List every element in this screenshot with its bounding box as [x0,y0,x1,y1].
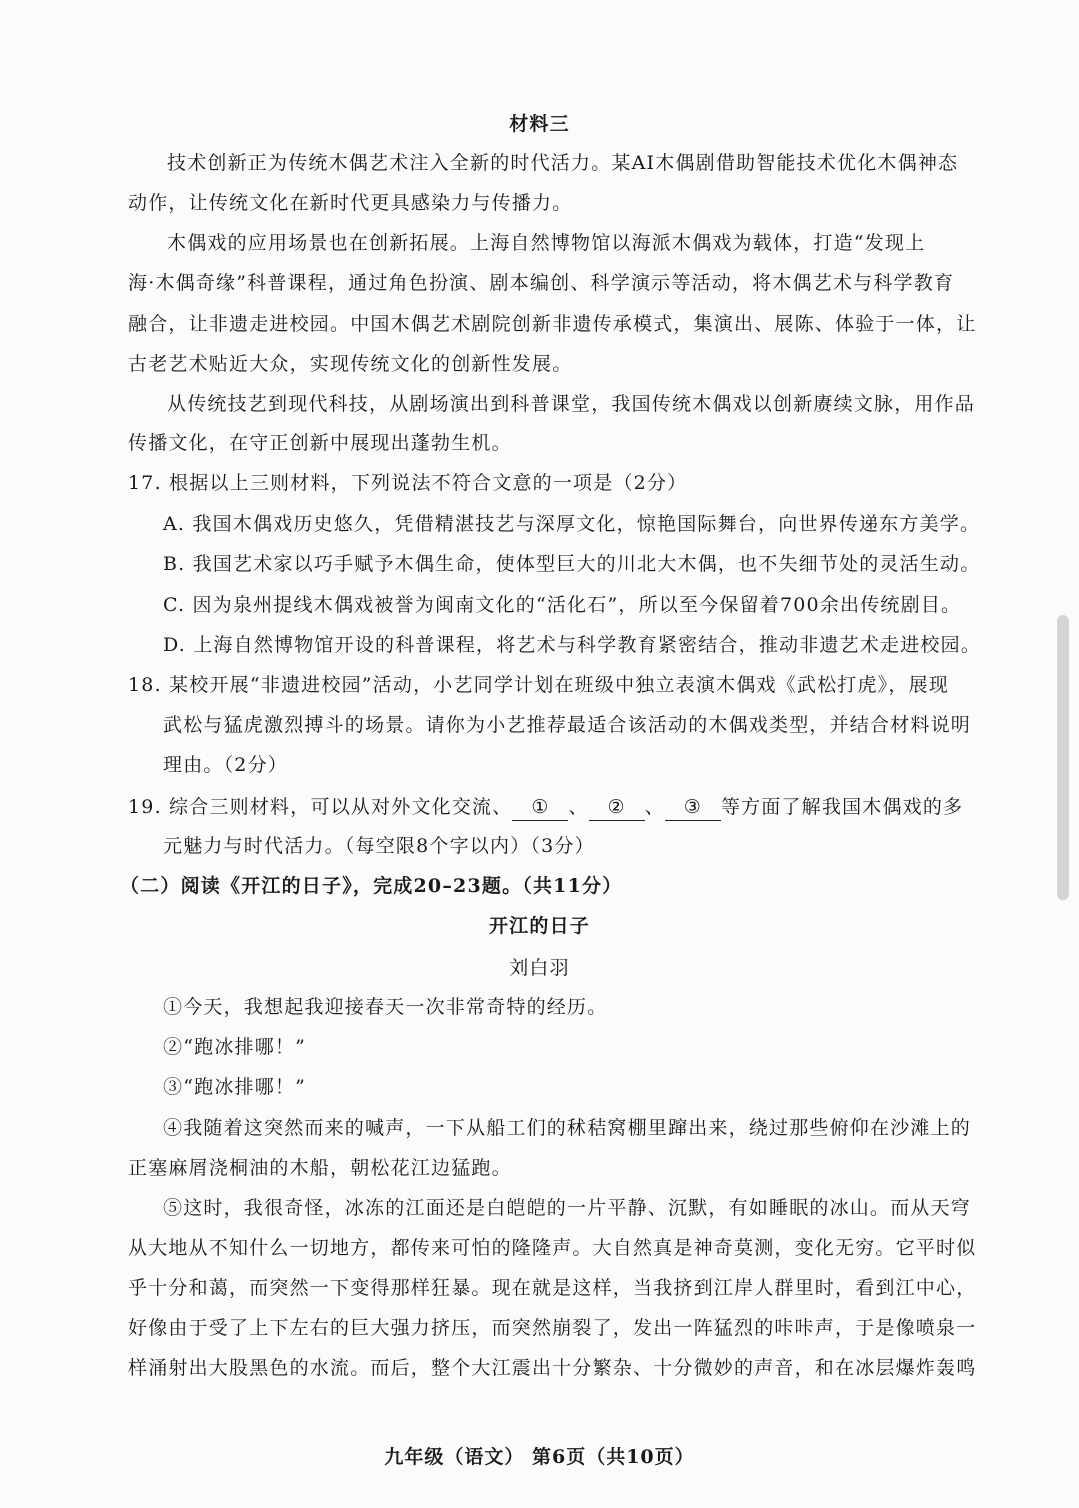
q17-stem: 17. 根据以上三则材料，下列说法不符合文意的一项是（2分） [128,472,688,494]
story-p5-line4: 好像由于受了上下左右的巨大强力挤压，而突然崩裂了，发出一阵猛烈的咔咔声，于是像喷泉一 [128,1317,977,1339]
story-p3: ③“跑冰排哪！” [163,1076,307,1098]
q17-option-d: D. 上海自然博物馆开设的科普课程，将艺术与科学教育紧密结合，推动非遗艺术走进校园。 [163,634,982,656]
q19-blank-1[interactable]: ① [512,794,568,821]
q17-option-c: C. 因为泉州提线木偶戏被誉为闽南文化的“活化石”，所以至今保留着700余出传统剧目。 [163,594,962,616]
story-p2: ②“跑冰排哪！” [163,1036,307,1058]
section-heading: （二）阅读《开江的日子》，完成20–23题。（共11分） [120,875,623,897]
story-p5-line1: ⑤这时，我很奇怪，冰冻的江面还是白皑皑的一片平静、沉默，有如睡眠的冰山。而从天穹 [163,1197,972,1219]
q18-line1: 18. 某校开展“非遗进校园”活动，小艺同学计划在班级中独立表演木偶戏《武松打虎》，展现 [128,674,949,696]
story-p5-line3: 乎十分和蔼，而突然一下变得那样狂暴。现在就是这样，当我挤到江岸人群里时，看到江中心， [128,1277,977,1299]
q19-line1 [128,794,963,821]
material3-p3-line2: 传播文化，在守正创新中展现出蓬勃生机。 [128,432,512,454]
story-p5-line2: 从大地从不知什么一切地方，都传来可怕的隆隆声。大自然真是神奇莫测，变化无穷。它平时似 [128,1237,977,1259]
story-p4-line1: ④我随着这突然而来的喊声，一下从船工们的秫秸窝棚里蹿出来，绕过那些俯仰在沙滩上的 [163,1117,972,1139]
material3-p2-line3: 融合，让非遗走进校园。中国木偶艺术剧院创新非遗传承模式，集演出、展陈、体验于一体，让 [128,313,977,335]
q19-suffix: 等方面了解我国木偶戏的多 [720,796,964,818]
material3-p2-line4: 古老艺术贴近大众，实现传统文化的创新性发展。 [128,353,573,375]
q19-line2: 元魅力与时代活力。（每空限8个字以内）（3分） [163,835,595,857]
q19-blank-2[interactable]: ② [589,794,645,821]
material3-p2-line1: 木偶戏的应用场景也在创新拓展。上海自然博物馆以海派木偶戏为载体，打造“发现上 [167,232,926,254]
story-p5-line5: 样涌射出大股黑色的水流。而后，整个大江震出十分繁杂、十分微妙的声音，和在冰层爆炸轰鸣 [128,1357,977,1379]
q19-prefix: 19. 综合三则材料，可以从对外文化交流、 [128,796,513,818]
q17-option-a: A. 我国木偶戏历史悠久，凭借精湛技艺与深厚文化，惊艳国际舞台，向世界传递东方美学。 [163,513,981,535]
material-title: 材料三 [509,113,570,135]
q19-separator: 、 [568,796,589,818]
page-footer: 九年级（语文） 第6页（共10页） [384,1446,695,1468]
material3-p1-line1: 技术创新正为传统木偶艺术注入全新的时代活力。某AI木偶剧借助智能技术优化木偶神态 [167,152,959,174]
story-author: 刘白羽 [509,957,570,979]
story-p4-line2: 正塞麻屑浇桐油的木船，朝松花江边猛跑。 [128,1157,512,1179]
scrollbar-thumb[interactable] [1057,615,1069,900]
story-p1: ①今天，我想起我迎接春天一次非常奇特的经历。 [163,996,608,1018]
material3-p2-line2: 海·木偶奇缘”科普课程，通过角色扮演、剧本编创、科学演示等活动，将木偶艺术与科学教育 [128,272,955,294]
material3-p1-line2: 动作，让传统文化在新时代更具感染力与传播力。 [128,192,573,214]
q19-separator: 、 [644,796,665,818]
q18-line2: 武松与猛虎激烈搏斗的场景。请你为小艺推荐最适合该活动的木偶戏类型，并结合材料说明 [163,714,972,736]
q19-blank-3[interactable]: ③ [665,794,721,821]
story-title: 开江的日子 [488,915,590,937]
material3-p3-line1: 从传统技艺到现代科技，从剧场演出到科普课堂，我国传统木偶戏以创新赓续文脉，用作品 [167,393,976,415]
q17-option-b: B. 我国艺术家以巧手赋予木偶生命，使体型巨大的川北大木偶，也不失细节处的灵活生动。 [163,553,981,575]
q18-line3: 理由。（2分） [163,754,288,776]
